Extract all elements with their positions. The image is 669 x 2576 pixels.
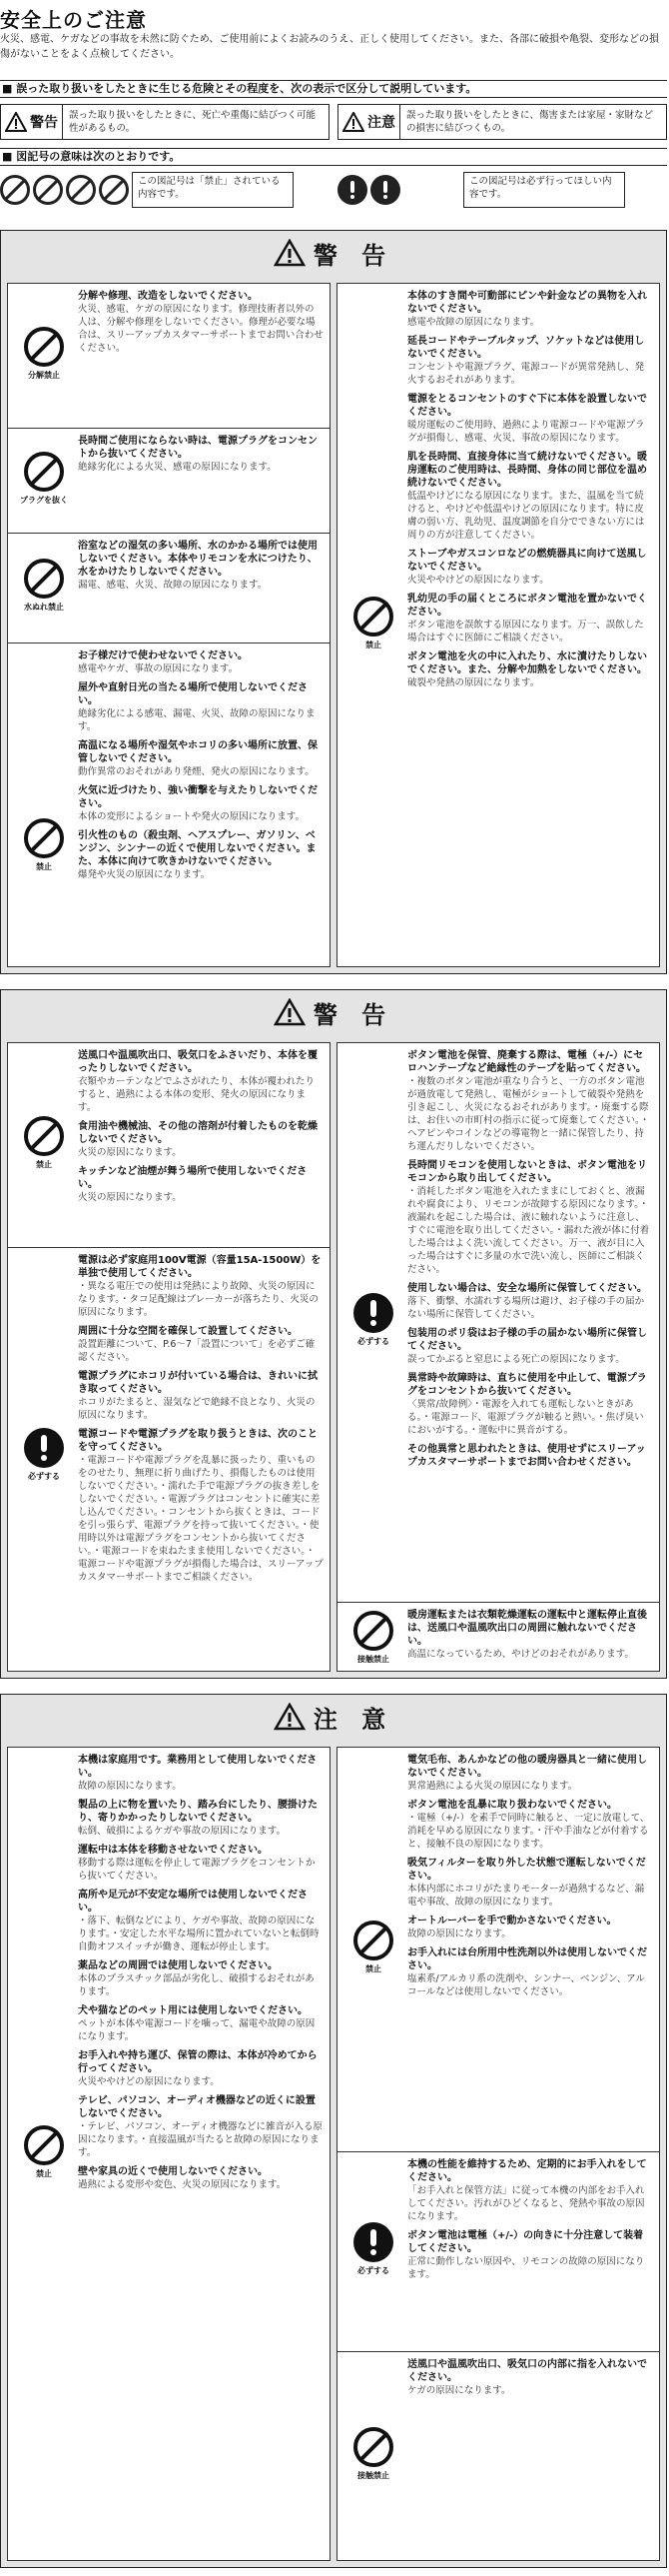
mandatory-symbols	[337, 172, 625, 208]
group-icon-block	[20, 559, 68, 613]
item-heading: ボタン電池を乱暴に取り扱わないでください。	[407, 1800, 617, 1811]
item-text: 故障の原因になります。	[407, 1929, 511, 1939]
item-text: 低温やけどになる原因になります。また、温風を当て続けると、やけどや低温やけどの原因になります。特に皮膚の弱い方、乳幼児、温度調節を自分でできない方には周りの方が注意してください。	[407, 491, 645, 541]
item-heading: キッチンなど油煙が舞う場所で使用しないでください。	[78, 1166, 308, 1190]
warning-triangle-icon	[274, 998, 306, 1026]
group-icon-block	[20, 452, 68, 506]
safety-panel-1	[0, 230, 667, 974]
item-text: 火災の原因になります。	[78, 1147, 182, 1158]
item-heading: 電源は必ず家庭用100V電源（容量15A-1500W）を単独で使用してください。	[78, 1255, 322, 1279]
mandatory-icon	[353, 1293, 393, 1333]
item-heading: 長時間リモコンを使用しないときは、ボタン電池をリモコンから取り出してください。	[407, 1160, 647, 1184]
group-text	[78, 1754, 324, 2197]
group-icon-caption: 必ずする	[28, 1472, 60, 1481]
item-heading: 本機の性能を維持するため、定期的にお手入れをしてください。	[407, 2159, 647, 2183]
caution-level-box	[337, 104, 667, 140]
item-heading: 運転中は本体を移動させないでください。	[78, 1845, 268, 1856]
item-heading: 電源をとるコンセントのすぐ下に本体を設置しないでください。	[407, 394, 647, 418]
item-text: 火災ややけどの原因になります。	[407, 575, 549, 586]
safety-group	[337, 2152, 659, 2352]
item-text: 転倒、破損によるケガや事故の原因になります。	[78, 1826, 287, 1837]
group-icon-caption: 必ずする	[357, 1337, 389, 1346]
prohibit-symbols	[0, 172, 294, 208]
item-text: 故障の原因になります。	[78, 1781, 182, 1792]
item-text: 感電や故障の原因になります。	[407, 317, 540, 328]
item-heading: 異常時や故障時は、直ちに使用を中止して、電源プラグをコンセントから抜いてください。	[407, 1373, 647, 1397]
item-heading: 電源コードや電源プラグを取り扱うときは、次のことを守ってください。	[78, 1429, 318, 1453]
level-explanation-bar: ■ 誤った取り扱いをしたときに生じる危険とその程度を、次の表示で区分して説明しています。	[0, 80, 667, 98]
prohibit-symbol-desc: この図記号は「禁止」されている内容です。	[132, 172, 294, 208]
prohibited-icon	[24, 2125, 64, 2165]
item-heading: お手入れや持ち運び、保管の際は、本体が冷めてから行ってください。	[78, 2050, 318, 2074]
item-heading: ボタン電池を火の中に入れたり、水に漬けたりしないでください。また、分解や加熱をしないでください。	[407, 651, 647, 675]
group-text	[407, 1754, 653, 2004]
item-text: 高温になっているため、やけどのおそれがあります。	[407, 1649, 634, 1660]
safety-group	[8, 429, 330, 534]
group-icon-caption: 禁止	[36, 2168, 52, 2178]
group-icon-block	[20, 818, 68, 872]
item-heading: ボタン電池を保管、廃棄する際は、電極（+/-）にセロハンテープなど絶縁性のテープを貼ってください。	[407, 1050, 646, 1074]
group-icon-block	[349, 1611, 397, 1665]
group-icon-block	[349, 1293, 397, 1347]
panel-heading	[1, 1695, 666, 1739]
safety-panel-3	[0, 1694, 667, 2568]
item-text: ・複数のボタン電池が重なり合うと、一方のボタン電池が過放電して発熱し、電極がショートして破裂や発熱を引き起こし、火災になるおそれがあります。・廃棄する際は、お住いの市町村の指示に従って廃棄してください。・ヘアピンやコインなどの導電物と一緒に保管したり、持ち運んだりしないでください。	[407, 1076, 650, 1152]
group-icon-caption: 必ずする	[357, 2266, 389, 2275]
item-text: ペットが本体や電源コードを噛って、漏電や故障の原因になります。	[78, 2018, 316, 2042]
no-water-icon	[24, 559, 64, 599]
item-text: 正常に動作しない原因や、リモコンの故障の原因になります。	[407, 2256, 645, 2280]
safety-panel-2	[0, 989, 667, 1679]
group-icon-block	[349, 2427, 397, 2481]
item-heading: 浴室などの湿気の多い場所、水のかかる場所では使用しないでください。本体やリモコンを水につけたり、水をかけたりしないでください。	[78, 541, 318, 578]
group-icon-block	[20, 327, 68, 381]
group-icon-caption: 接触禁止	[357, 2471, 389, 2480]
item-heading: テレビ、パソコン、オーディオ機器などの近くに設置しないでください。	[78, 2095, 316, 2119]
group-text	[407, 2358, 653, 2403]
group-icon-caption: 禁止	[365, 1963, 381, 1973]
warning-desc: 誤った取り扱いをしたときに、死亡や重傷に結びつく可能性があるもの。	[69, 110, 317, 134]
warning-label: 警告	[30, 115, 58, 131]
no-touch-icon	[353, 2427, 393, 2467]
item-text: 過熱による変形や変色、火災の原因になります。	[78, 2179, 287, 2190]
item-text: ・電極（+/-）を素手で同時に触ると、一定に放電して、消耗を早める原因になります。・汗や手油などが付着すると、接触不良の原因になります。	[407, 1813, 650, 1850]
unplug-icon	[24, 452, 64, 492]
item-text: ・消耗したボタン電池を入れたままにしておくと、液漏れや腐食により、リモコンが故障する原因になります。・液漏れを起こした場合は、液に触れないように注意し、すぐに電池を取り出してください。・漏れた液が体に付着した場合はよく洗い流してください。万一、液が目に入った場合はすぐに多量の水で洗い流し、医師にご相談ください。	[407, 1186, 650, 1275]
item-text: 爆発や火災の原因になります。	[78, 869, 211, 880]
item-text: ホコリがたまると、湿気などで絶縁不良となり、火災の原因になります。	[78, 1397, 316, 1421]
item-heading: お手入れには台所用中性洗剤以外は使用しないでください。	[407, 1947, 647, 1971]
item-text: ・電源コードや電源プラグを乱暴に扱ったり、重いものをのせたり、無理に折り曲げたり、損傷したものは使用しないでください。・濡れた手で電源プラグの抜き差しをしないでください。・電源プラグはコンセントに確実に差し込んでください。・コンセントから抜くときは、コードを引っ張らず、電源プラグを持って抜いてください。・使用時以外は電源プラグをコンセントから抜いてください。・電源コードを束ねたまま使用しないでください。・電源コードや電源プラグが損傷した場合は、スリーアップカスタマーサポートまでご相談ください。	[78, 1455, 324, 1583]
prohibit-icon	[0, 175, 30, 205]
warning-triangle-icon	[5, 112, 27, 132]
group-text	[78, 290, 324, 361]
warning-triangle-icon	[274, 1703, 306, 1731]
item-heading: 犬や猫などのペット用には使用しないでください。	[78, 2005, 308, 2016]
caution-triangle-icon	[342, 112, 364, 132]
safety-group	[8, 1043, 330, 1248]
item-text: ・異なる電圧での使用は発熱により故障、火災の原因になります。・タコ足配線はブレーカーが落ちたり、火災の原因になります。	[78, 1281, 319, 1318]
panel-column-left	[7, 1042, 331, 1672]
item-text: 異常過熱による火災の原因になります。	[407, 1781, 578, 1792]
item-heading: 乳幼児の手の届くところにボタン電池を置かないでください。	[407, 594, 647, 618]
prohibit-icon	[33, 175, 63, 205]
item-heading: 暖房運転または衣類乾燥運転の運転中と運転停止直後は、送風口や温風吹出口の周囲に触れないでください。	[407, 1610, 647, 1647]
item-heading: 吸気フィルターを取り外した状態で運転しないでください。	[407, 1858, 646, 1882]
item-heading: 包装用のポリ袋はお子様の手の届かない場所に保管してください。	[407, 1328, 647, 1352]
group-icon-caption: 禁止	[365, 640, 381, 649]
prohibited-icon	[24, 1116, 64, 1156]
item-text: 絶縁劣化による火災、感電の原因になります。	[78, 462, 277, 473]
item-heading: 本体のすき間や可動部にピンや針金などの異物を入れないでください。	[407, 291, 647, 315]
safety-group	[8, 284, 330, 429]
group-text	[407, 2158, 653, 2287]
unplug-icon	[337, 175, 367, 205]
item-heading: ボタン電池は電極（+/-）の向きに十分注意して装着してください。	[407, 2230, 644, 2254]
prohibit-icon	[99, 175, 129, 205]
safety-group	[8, 1748, 330, 2562]
item-text: 漏電、感電、火災、故障の原因になります。	[78, 580, 268, 591]
safety-group	[337, 2352, 659, 2562]
item-heading: 高温になる場所や湿気やホコリの多い場所に放置、保管しないでください。	[78, 740, 318, 764]
item-text: ケガの原因になります。	[407, 2385, 511, 2396]
item-heading: 薬品などの周囲では使用しないでください。	[78, 1960, 278, 1971]
mandatory-symbol-desc: この図記号は必ず行ってほしい内容です。	[463, 172, 625, 208]
item-text: 絶縁劣化による感電、漏電、火災、故障の原因になります。	[78, 708, 316, 732]
item-text: 火災の原因になります。	[78, 1192, 182, 1203]
mandatory-icon	[24, 1428, 64, 1468]
item-heading: 送風口や温風吹出口、吸気口をふさいだり、本体を覆ったりしないでください。	[78, 1050, 318, 1074]
item-heading: 長時間ご使用にならない時は、電源プラグをコンセントから抜いてください。	[78, 436, 318, 460]
panel-column-right	[336, 1747, 660, 2561]
item-heading: 引火性のもの（殺虫剤、ヘアスプレー、ガソリン、ベンジン、シンナーの近くで使用しないでください。また、本体に向けて吹きかけないでください。	[78, 830, 317, 867]
panel-column-right	[336, 283, 660, 967]
item-text: 〈異常/故障例〉・電源を入れても運転しないときがある。・電源コード、電源プラグが触ると熱い。・焦げ臭いにおいがする。・運転中に異音がする。	[407, 1399, 644, 1436]
item-text: ・テレビ、パソコン、オーディオ機器などに雑音が入る原因になります。・直接温風が当たると故障の原因になります。	[78, 2121, 324, 2158]
item-text: 暖房運転のご使用時、過熱により電源コードや電源プラグが損傷し、感電、火災、事故の原因になります。	[407, 420, 645, 444]
group-text	[78, 1254, 324, 1590]
item-text: 移動する際は運転を停止して電源プラグをコンセントから抜いてください。	[78, 1858, 316, 1882]
group-icon-caption: 接触禁止	[357, 1655, 389, 1664]
item-text: 衣類やカーテンなどでふさがれたり、本体が覆われたりすると、過熱による本体の変形、発火の原因になります。	[78, 1076, 316, 1113]
item-text: 「お手入れと保管方法」に従って本機の内部をお手入れしてください。汚れがひどくなると、発熱や事故の原因になります。	[407, 2185, 645, 2222]
item-heading: オートルーバーを手で動かさないでください。	[407, 1916, 617, 1927]
item-heading: お子様だけで使わせないでください。	[78, 650, 248, 661]
symbol-explanation-bar: ■ 図記号の意味は次のとおりです。	[0, 148, 667, 166]
group-text	[78, 435, 324, 480]
item-heading: 周囲に十分な空間を確保して設置してください。	[78, 1326, 298, 1337]
warning-triangle-icon	[274, 239, 306, 267]
group-text	[78, 649, 324, 887]
group-text	[78, 540, 324, 598]
group-icon-caption: 禁止	[36, 862, 52, 871]
item-heading: 火気に近づけたり、強い衝撃を与えたりしないでください。	[78, 785, 318, 809]
group-text	[78, 1049, 324, 1210]
panel-column-left	[7, 1747, 331, 2561]
group-icon-block	[20, 1428, 68, 1482]
prohibit-icon	[66, 175, 96, 205]
panel-heading	[1, 231, 666, 275]
safety-group	[8, 1248, 330, 1668]
item-text: ボタン電池を誤飲する原因になります。万一、誤飲した場合はすぐに医師にご相談ください。	[407, 620, 644, 644]
item-text: 誤ってかぶると窒息による死亡の原因になります。	[407, 1354, 625, 1365]
item-heading: 食用油や機械油、その他の溶剤が付着したものを乾燥しないでください。	[78, 1121, 318, 1145]
item-text: 破裂や発熱の原因になります。	[407, 677, 540, 688]
item-heading: 電源プラグにホコリが付いている場合は、きれいに拭き取ってください。	[78, 1371, 318, 1395]
item-text: 火災ややけどの原因になります。	[78, 2076, 220, 2087]
item-heading: 屋外や直射日光の当たる場所で使用しないでください。	[78, 682, 308, 706]
group-icon-caption: 水ぬれ禁止	[24, 603, 64, 612]
mandatory-icon	[370, 175, 400, 205]
item-text: 本体の変形によるショートや発火の原因になります。	[78, 811, 306, 822]
item-text: 感電やケガ、事故の原因になります。	[78, 663, 239, 674]
item-heading: 高所や足元が不安定な場所では使用しないでください。	[78, 1890, 308, 1914]
safety-group	[337, 1043, 659, 1603]
group-icon-caption: 禁止	[36, 1159, 52, 1169]
mandatory-icon	[353, 2222, 393, 2262]
panel-column-right	[336, 1042, 660, 1672]
panel-heading-label: 警 告	[313, 241, 394, 270]
prohibited-icon	[353, 1921, 393, 1960]
item-text: 本体のプラスチック部品が劣化し、破損するおそれがあります。	[78, 1973, 315, 1997]
group-icon-caption: 分解禁止	[28, 370, 60, 380]
intro-text: 火災、感電、ケガなどの事故を未然に防ぐため、ご使用前によくお読みのうえ、正しく使用してください。また、各部に破損や亀裂、変形などの損傷がないことをよく点検してください。	[0, 34, 659, 60]
item-heading: 製品の上に物を置いたり、踏み台にしたり、腰掛けたり、寄りかかったりしないでください。	[78, 1800, 318, 1824]
safety-group	[337, 1603, 659, 1673]
caution-desc: 誤った取り扱いをしたときに、傷害または家屋・家財などの損害に結びつくもの。	[406, 110, 654, 134]
warning-level-box	[0, 104, 330, 140]
item-text: 落下、衝撃、水濡れする場所は避け、お子様の手の届かない場所に保管してください。	[407, 1296, 645, 1320]
item-text: 設置距離について、P.6〜7「設置について」を必ずご確認ください。	[78, 1339, 316, 1363]
caution-label: 注意	[367, 115, 395, 131]
group-icon-block	[349, 597, 397, 650]
safety-group	[8, 534, 330, 644]
panel-heading-label: 警 告	[313, 1000, 394, 1029]
item-heading: 壁や家具の近くで使用しないでください。	[78, 2166, 268, 2177]
group-icon-caption: プラグを抜く	[20, 495, 68, 505]
group-text	[407, 1049, 653, 1475]
item-text: 塩素系/アルカリ系の洗剤や、シンナー、ベンジン、アルコールなどは使用しないでください。	[407, 1973, 645, 1997]
item-heading: 本機は家庭用です。業務用として使用しないでください。	[78, 1755, 318, 1779]
item-heading: ストーブやガスコンロなどの燃焼器具に向けて送風しないでください。	[407, 549, 647, 573]
no-touch-icon	[353, 1611, 393, 1651]
group-icon-block	[349, 1921, 397, 1974]
item-heading: 送風口や温風吹出口、吸気口の内部に指を入れないでください。	[407, 2359, 647, 2383]
safety-group	[337, 284, 659, 968]
safety-group	[337, 1748, 659, 2152]
item-text: 動作異常のおそれがあり発煙、発火の原因になります。	[78, 766, 315, 777]
prohibited-icon	[353, 597, 393, 637]
item-text: 火災、感電、ケガの原因になります。修理技術者以外の人は、分解や修理をしないでください。修理が必要な場合は、スリーアップカスタマーサポートまでお問い合わせください。	[78, 304, 324, 354]
item-text: ・落下、転倒などにより、ケガや事故、故障の原因になります。・安定した水平な場所に置かれていないと転倒時自動オフスイッチが働き、運転が停止します。	[78, 1916, 320, 1952]
group-text	[407, 290, 653, 695]
page-title: 安全上のご注意	[0, 8, 147, 32]
item-heading: 肌を長時間、直接身体に当て続けないでください。暖房運転のご使用時は、長時間、身体の同じ部位を温め続けないでください。	[407, 452, 647, 489]
item-heading: その他異常と思われたときは、使用せずにスリーアップカスタマーサポートまでお問い合わせください。	[407, 1444, 646, 1468]
disassembly-prohibited-icon	[24, 327, 64, 367]
item-text: 本体内部にホコリがたまりモーターが過熱するなど、漏電や事故、故障の原因になります。	[407, 1884, 645, 1908]
group-icon-block	[20, 1116, 68, 1170]
panel-heading-label: 注 意	[313, 1705, 394, 1734]
prohibited-icon	[24, 818, 64, 858]
item-heading: 電気毛布、あんかなどの他の暖房器具と一緒に使用しないでください。	[407, 1755, 647, 1779]
item-heading: 延長コードやテーブルタップ、ソケットなどは使用しないでください。	[407, 336, 645, 360]
group-icon-block	[349, 2222, 397, 2276]
panel-heading	[1, 990, 666, 1034]
item-heading: 使用しない場合は、安全な場所に保管してください。	[407, 1283, 647, 1294]
group-icon-block	[20, 2125, 68, 2179]
item-heading: 分解や修理、改造をしないでください。	[78, 291, 258, 302]
item-text: コンセントや電源プラグ、電源コードが異常発熱し、発火するおそれがあります。	[407, 362, 645, 386]
panel-column-left	[7, 283, 331, 967]
group-text	[407, 1609, 653, 1667]
